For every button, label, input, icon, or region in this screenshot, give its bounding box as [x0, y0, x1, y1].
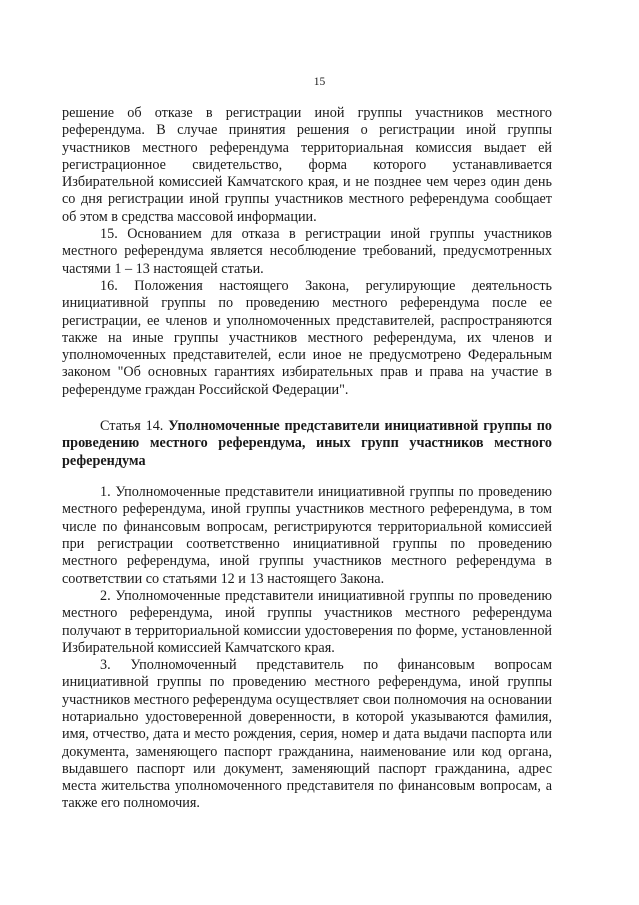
document-body [62, 105, 552, 813]
page-number: 15 [313, 76, 326, 88]
article-paragraph-2: 2. Уполномоченные представители инициативной группы по проведению местного референдума, иной группы участников местного референдума получают в территориальной комиссии удостоверения по форме, установленной Избирательной комиссией Камчатского края. [62, 587, 552, 656]
paragraph-14-continuation: решение об отказе в регистрации иной группы участников местного референдума. В случае принятия решения о регистрации иной группы участников местного референдума территориальная комиссия выдает ей регистрационное свидетельство, форма которого устанавливается Избирательной комиссией Камчатского края, и не позднее чем через один день со дня регистрации иной группы участников местного референдума сообщает об этом в средства массовой информации. [62, 105, 552, 225]
article-paragraph-3: 3. Уполномоченный представитель по финансовым вопросам инициативной группы по проведению местного референдума, иной группы участников местного референдума осуществляет свои полномочия на основании нотариально удостоверенной доверенности, в которой указываются фамилия, имя, отчество, дата и место рождения, серия, номер и дата выдачи паспорта или документа, заменяющего паспорт гражданина, наименование или код органа, выдавшего паспорт или документ, заменяющий паспорт гражданина, адрес места жительства уполномоченного представителя по финансовым вопросам, а также его полномочия. [62, 657, 552, 812]
paragraph-15: 15. Основанием для отказа в регистрации иной группы участников местного референдума является несоблюдение требований, предусмотренных частями 1 – 13 настоящей статьи. [62, 226, 552, 277]
article-title: Уполномоченные представители инициативной группы по проведению местного референдума, иных групп участников местного референдума [62, 418, 552, 469]
article-label: Статья 14. [100, 418, 164, 435]
paragraph-16: 16. Положения настоящего Закона, регулирующие деятельность инициативной группы по проведению местного референдума после ее регистрации, ее членов и уполномоченных представителей, распространяются также на иные группы участников местного референдума, их членов и уполномоченных представителей, если иное не предусмотрено Федеральным законом "Об основных гарантиях избирательных прав и права на участие в референдуме граждан Российской Федерации". [62, 277, 552, 398]
article-heading [62, 418, 552, 470]
article-paragraph-1: 1. Уполномоченные представители инициативной группы по проведению местного референдума, иной группы участников местного референдума, в том числе по финансовым вопросам, регистрируются территориальной комиссией при регистрации соответственно инициативной группы по проведению местного референдума, иной группы участников местного референдума в соответствии со статьями 12 и 13 настоящего Закона. [62, 484, 552, 587]
